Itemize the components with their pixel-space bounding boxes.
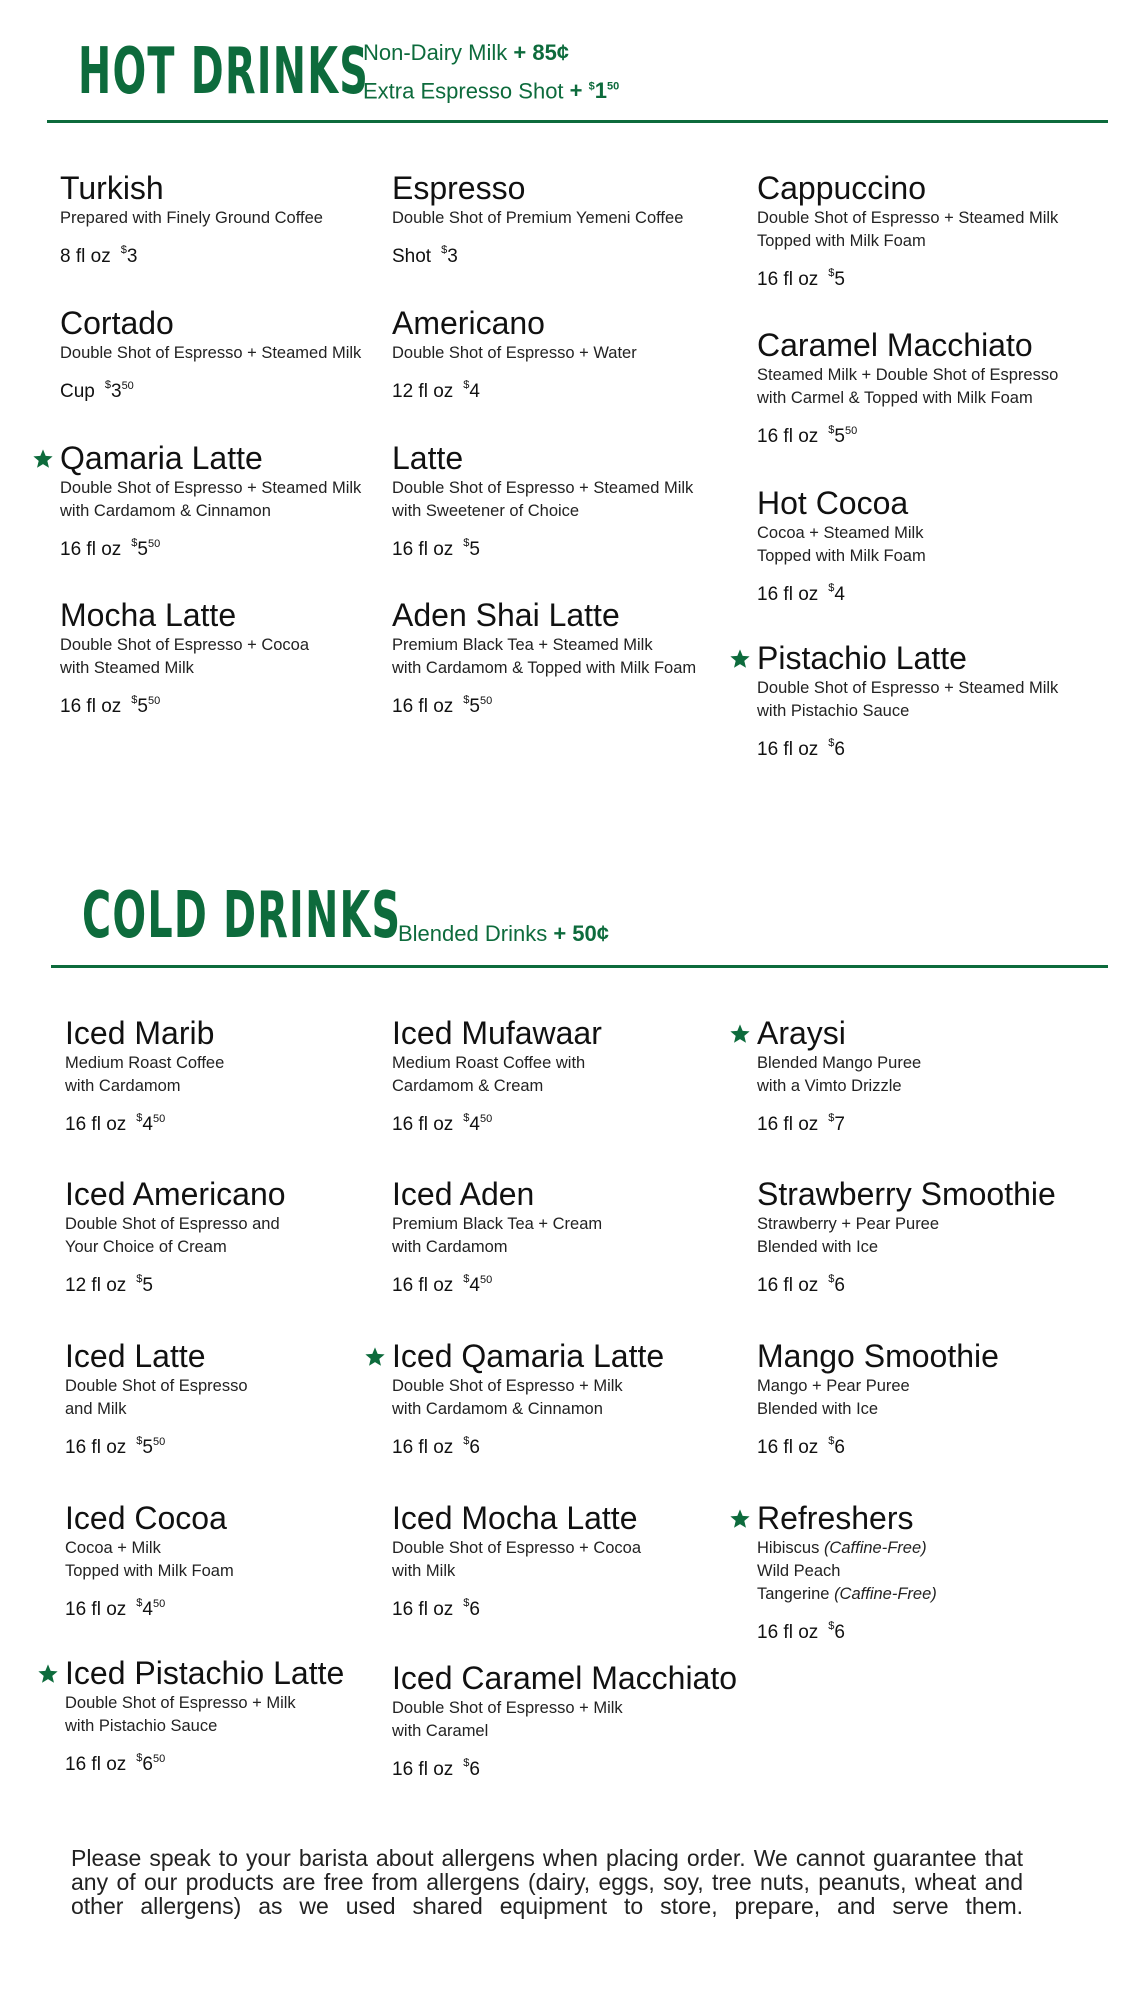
price-dollars: 3 xyxy=(126,246,138,267)
item-size: 16 fl oz xyxy=(392,1114,454,1135)
item-description: Double Shot of Espresso + Water xyxy=(392,344,637,362)
currency-symbol: $ xyxy=(136,1597,143,1609)
item-description: with Pistachio Sauce xyxy=(757,702,910,720)
item-size: 16 fl oz xyxy=(757,426,819,447)
price-dollars: 6 xyxy=(469,1759,480,1780)
price-cents: 50 xyxy=(479,1113,493,1125)
item-size: 16 fl oz xyxy=(392,1437,454,1458)
item-name: Iced Latte xyxy=(65,1338,206,1374)
item-size: 16 fl oz xyxy=(65,1437,127,1458)
item-description: with Steamed Milk xyxy=(60,659,194,677)
menu-item-iced-aden xyxy=(392,1176,722,1299)
price-dollars: 4 xyxy=(469,1114,480,1135)
hot-drinks-divider xyxy=(47,120,1108,123)
price-cents: 50 xyxy=(147,538,161,550)
item-description: Cardamom & Cream xyxy=(392,1077,544,1095)
hot-drinks-note-espresso: Extra Espresso Shot + $^{\$}1^{50}$ xyxy=(363,78,620,104)
featured-star-icon xyxy=(364,1346,386,1368)
currency-symbol: $ xyxy=(828,737,835,749)
item-price xyxy=(392,687,722,720)
price-cents: 50 xyxy=(152,1113,166,1125)
item-name: Iced Aden xyxy=(392,1176,535,1212)
item-name: Iced Pistachio Latte xyxy=(65,1655,345,1691)
currency-symbol: $ xyxy=(828,1112,835,1124)
item-price xyxy=(757,730,1087,763)
item-description: Double Shot of Premium Yemeni Coffee xyxy=(392,209,684,227)
item-price xyxy=(757,1266,1087,1299)
item-description: Double Shot of Espresso + Cocoa xyxy=(392,1539,642,1557)
item-price xyxy=(392,1105,722,1138)
item-size: 16 fl oz xyxy=(65,1754,127,1775)
item-name: Caramel Macchiato xyxy=(757,327,1033,363)
currency-symbol: $ xyxy=(828,267,835,279)
menu-item-latte xyxy=(392,440,722,563)
menu-item-turkish xyxy=(60,170,390,270)
price-dollars: 5 xyxy=(137,539,148,560)
item-description: Double Shot of Espresso xyxy=(65,1377,248,1395)
cold-drinks-divider xyxy=(51,965,1108,968)
item-size: 12 fl oz xyxy=(65,1275,127,1296)
menu-item-iced-mufawaar xyxy=(392,1015,722,1138)
item-description: Medium Roast Coffee xyxy=(65,1054,225,1072)
item-size: 16 fl oz xyxy=(392,696,454,717)
item-size: 8 fl oz xyxy=(60,246,111,267)
item-price xyxy=(60,687,390,720)
item-description: with Cardamom & Cinnamon xyxy=(392,1400,603,1418)
item-price xyxy=(392,237,722,270)
item-description: with Caramel xyxy=(392,1722,489,1740)
menu-item-cortado xyxy=(60,305,390,405)
price-dollars: 6 xyxy=(142,1754,153,1775)
currency-symbol: $ xyxy=(463,537,470,549)
item-name: Araysi xyxy=(757,1015,846,1051)
menu-item-aden-shai-latte xyxy=(392,597,722,720)
price-dollars: 5 xyxy=(142,1275,153,1296)
price-dollars: 3 xyxy=(110,381,122,402)
item-description: Blended with Ice xyxy=(757,1400,879,1418)
item-size: 16 fl oz xyxy=(392,1275,454,1296)
item-description: Prepared with Finely Ground Coffee xyxy=(60,209,323,227)
item-description: with Cardamom & Cinnamon xyxy=(60,502,271,520)
menu-item-araysi xyxy=(757,1015,1087,1138)
featured-star-icon xyxy=(729,1023,751,1045)
price-dollars: 4 xyxy=(469,1275,480,1296)
item-name: Iced Mufawaar xyxy=(392,1015,602,1051)
item-price xyxy=(65,1266,395,1299)
item-description: Double Shot of Espresso + Steamed Milk xyxy=(60,344,362,362)
item-price xyxy=(60,372,390,405)
item-size: 16 fl oz xyxy=(65,1114,127,1135)
price-cents: 50 xyxy=(479,1274,493,1286)
price-dollars: 6 xyxy=(834,739,845,760)
currency-symbol: $ xyxy=(463,694,470,706)
menu-item-pistachio-latte xyxy=(757,640,1087,763)
item-price xyxy=(60,530,390,563)
menu-item-iced-pistachio-latte xyxy=(65,1655,395,1778)
item-size: 16 fl oz xyxy=(60,539,122,560)
price-dollars: 4 xyxy=(142,1599,153,1620)
menu-item-qamaria-latte xyxy=(60,440,390,563)
item-name: Iced Qamaria Latte xyxy=(392,1338,665,1374)
currency-symbol: $ xyxy=(828,1273,835,1285)
allergen-notice: Please speak to your barista about allergens when placing order. We cannot guarantee that any of our products are free from allergens (dairy, eggs, soy, tree nuts, peanuts, wheat and other allergens) as we used shared equipment to store, prepare, and serve them. xyxy=(71,1845,1023,1919)
menu-item-iced-latte xyxy=(65,1338,395,1461)
price-dollars: 7 xyxy=(834,1114,845,1135)
item-description: Double Shot of Espresso + Milk xyxy=(392,1377,623,1395)
currency-symbol: $ xyxy=(463,1273,470,1285)
item-price xyxy=(65,1590,395,1623)
item-name: Cortado xyxy=(60,305,174,341)
item-name: Iced Marib xyxy=(65,1015,215,1051)
price-dollars: 5 xyxy=(469,539,480,560)
menu-item-mocha-latte xyxy=(60,597,390,720)
item-description: Strawberry + Pear Puree xyxy=(757,1215,940,1233)
item-description: Medium Roast Coffee with xyxy=(392,1054,586,1072)
price-dollars: 5 xyxy=(469,696,480,717)
item-price xyxy=(757,1428,1087,1461)
item-description: Cocoa + Steamed Milk xyxy=(757,524,924,542)
item-price xyxy=(392,1266,722,1299)
item-description: and Milk xyxy=(65,1400,127,1418)
menu-item-iced-marib xyxy=(65,1015,395,1138)
item-description: with Cardamom xyxy=(392,1238,508,1256)
item-size: 16 fl oz xyxy=(65,1599,127,1620)
item-price xyxy=(392,1590,722,1623)
item-description: Double Shot of Espresso + Milk xyxy=(65,1694,296,1712)
item-price xyxy=(392,530,722,563)
currency-symbol: $ xyxy=(463,379,470,391)
item-name: Cappuccino xyxy=(757,170,926,206)
item-size: Shot xyxy=(392,246,432,267)
currency-symbol: $ xyxy=(463,1757,470,1769)
item-size: 16 fl oz xyxy=(60,696,122,717)
featured-star-icon xyxy=(729,648,751,670)
currency-symbol: $ xyxy=(104,379,111,391)
item-name: Americano xyxy=(392,305,545,341)
item-size: 16 fl oz xyxy=(757,269,819,290)
featured-star-icon xyxy=(729,1508,751,1530)
item-price xyxy=(757,260,1087,293)
currency-symbol: $ xyxy=(828,1435,835,1447)
price-cents: 50 xyxy=(152,1436,166,1448)
price-dollars: 5 xyxy=(834,269,845,290)
item-description: Double Shot of Espresso and xyxy=(65,1215,280,1233)
price-cents: 50 xyxy=(844,425,858,437)
price-cents: 50 xyxy=(152,1753,166,1765)
item-size: 16 fl oz xyxy=(757,739,819,760)
item-description: Topped with Milk Foam xyxy=(757,232,926,250)
menu-item-mango-smoothie xyxy=(757,1338,1087,1461)
menu-item-strawberry-smoothie xyxy=(757,1176,1087,1299)
price-dollars: 4 xyxy=(834,584,845,605)
currency-symbol: $ xyxy=(131,537,138,549)
menu-item-espresso xyxy=(392,170,722,270)
price-cents: 50 xyxy=(121,380,134,392)
item-description: Your Choice of Cream xyxy=(65,1238,227,1256)
item-description: Topped with Milk Foam xyxy=(65,1562,234,1580)
item-size: Cup xyxy=(60,381,95,402)
item-name: Iced Americano xyxy=(65,1176,286,1212)
item-price xyxy=(65,1428,395,1461)
price-dollars: 4 xyxy=(142,1114,153,1135)
item-name: Refreshers xyxy=(757,1500,914,1536)
item-description: Premium Black Tea + Cream xyxy=(392,1215,603,1233)
item-description: Blended with Ice xyxy=(757,1238,879,1256)
item-description: with Sweetener of Choice xyxy=(392,502,580,520)
item-price xyxy=(757,575,1087,608)
item-size: 16 fl oz xyxy=(757,584,819,605)
price-dollars: 5 xyxy=(137,696,148,717)
price-dollars: 5 xyxy=(834,426,845,447)
currency-symbol: $ xyxy=(441,244,448,256)
price-dollars: 6 xyxy=(469,1437,480,1458)
item-description: Double Shot of Espresso + Steamed Milk xyxy=(60,479,362,497)
currency-symbol: $ xyxy=(131,694,138,706)
item-name: Iced Cocoa xyxy=(65,1500,227,1536)
item-description: Mango + Pear Puree xyxy=(757,1377,910,1395)
menu-item-caramel-macchiato xyxy=(757,327,1087,450)
item-description: Double Shot of Espresso + Steamed Milk xyxy=(757,209,1059,227)
item-description: Double Shot of Espresso + Milk xyxy=(392,1699,623,1717)
featured-star-icon xyxy=(32,448,54,470)
currency-symbol: $ xyxy=(828,582,835,594)
item-description: with Milk xyxy=(392,1562,456,1580)
item-price xyxy=(392,1750,722,1783)
menu-item-americano xyxy=(392,305,722,405)
item-size: 12 fl oz xyxy=(392,381,454,402)
item-name: Iced Caramel Macchiato xyxy=(392,1660,738,1696)
item-description: Hibiscus (Caffine-Free) xyxy=(757,1539,927,1557)
item-description: with Cardamom & Topped with Milk Foam xyxy=(392,659,697,677)
item-price xyxy=(60,237,390,270)
menu-item-iced-cocoa xyxy=(65,1500,395,1623)
cold-drinks-title: COLD DRINKS xyxy=(82,879,402,953)
currency-symbol: $ xyxy=(136,1112,143,1124)
item-size: 16 fl oz xyxy=(757,1275,819,1296)
price-dollars: 6 xyxy=(469,1599,480,1620)
item-price xyxy=(757,1105,1087,1138)
item-description: Premium Black Tea + Steamed Milk xyxy=(392,636,653,654)
item-size: 16 fl oz xyxy=(757,1622,819,1643)
price-cents: 50 xyxy=(147,695,161,707)
currency-symbol: $ xyxy=(463,1597,470,1609)
currency-symbol: $ xyxy=(136,1435,143,1447)
item-description: Double Shot of Espresso + Cocoa xyxy=(60,636,310,654)
menu-item-cappuccino xyxy=(757,170,1087,293)
currency-symbol: $ xyxy=(828,424,835,436)
item-price xyxy=(757,417,1087,450)
menu-item-refreshers xyxy=(757,1500,1087,1646)
price-dollars: 6 xyxy=(834,1437,845,1458)
menu-item-iced-mocha-latte xyxy=(392,1500,722,1623)
hot-drinks-title: HOT DRINKS xyxy=(78,35,370,109)
item-description: with Pistachio Sauce xyxy=(65,1717,218,1735)
price-dollars: 4 xyxy=(469,381,480,402)
item-size: 16 fl oz xyxy=(757,1114,819,1135)
price-dollars: 3 xyxy=(447,246,458,267)
item-name: Strawberry Smoothie xyxy=(757,1176,1056,1212)
menu-item-hot-cocoa xyxy=(757,485,1087,608)
item-description: with a Vimto Drizzle xyxy=(757,1077,902,1095)
featured-star-icon xyxy=(37,1663,59,1685)
item-name: Latte xyxy=(392,440,464,476)
item-description: Blended Mango Puree xyxy=(757,1054,922,1072)
item-price xyxy=(392,1428,722,1461)
item-description: with Cardamom xyxy=(65,1077,181,1095)
item-name: Qamaria Latte xyxy=(60,440,263,476)
menu-item-iced-americano xyxy=(65,1176,395,1299)
item-size: 16 fl oz xyxy=(392,539,454,560)
price-dollars: 6 xyxy=(834,1275,845,1296)
price-cents: 50 xyxy=(152,1598,166,1610)
currency-symbol: $ xyxy=(136,1752,143,1764)
item-description: Cocoa + Milk xyxy=(65,1539,161,1557)
item-name: Turkish xyxy=(60,170,164,206)
item-price xyxy=(65,1745,395,1778)
item-price xyxy=(65,1105,395,1138)
cold-drinks-note-blended: Blended Drinks + 50¢ xyxy=(398,921,609,946)
currency-symbol: $ xyxy=(120,244,127,256)
item-description: Double Shot of Espresso + Steamed Milk xyxy=(392,479,694,497)
price-dollars: 5 xyxy=(142,1437,153,1458)
item-description: Steamed Milk + Double Shot of Espresso xyxy=(757,366,1059,384)
item-description: with Carmel & Topped with Milk Foam xyxy=(757,389,1033,407)
menu-item-iced-caramel-macchiato xyxy=(392,1660,738,1783)
item-price xyxy=(757,1613,1087,1646)
currency-symbol: $ xyxy=(463,1112,470,1124)
item-size: 16 fl oz xyxy=(392,1599,454,1620)
price-cents: 50 xyxy=(479,695,493,707)
item-name: Aden Shai Latte xyxy=(392,597,620,633)
item-name: Mocha Latte xyxy=(60,597,237,633)
item-name: Iced Mocha Latte xyxy=(392,1500,638,1536)
item-description: Tangerine (Caffine-Free) xyxy=(757,1585,937,1603)
currency-symbol: $ xyxy=(136,1273,143,1285)
item-size: 16 fl oz xyxy=(392,1759,454,1780)
item-description: Topped with Milk Foam xyxy=(757,547,926,565)
currency-symbol: $ xyxy=(828,1620,835,1632)
item-name: Hot Cocoa xyxy=(757,485,909,521)
item-description: Double Shot of Espresso + Steamed Milk xyxy=(757,679,1059,697)
item-size: 16 fl oz xyxy=(757,1437,819,1458)
item-description: Wild Peach xyxy=(757,1562,841,1580)
hot-drinks-note-nondairy: Non-Dairy Milk + 85¢ xyxy=(363,40,570,65)
item-name: Pistachio Latte xyxy=(757,640,967,676)
currency-symbol: $ xyxy=(463,1435,470,1447)
price-dollars: 6 xyxy=(834,1622,845,1643)
item-price xyxy=(392,372,722,405)
menu-item-iced-qamaria-latte xyxy=(392,1338,722,1461)
item-name: Mango Smoothie xyxy=(757,1338,999,1374)
item-name: Espresso xyxy=(392,170,526,206)
